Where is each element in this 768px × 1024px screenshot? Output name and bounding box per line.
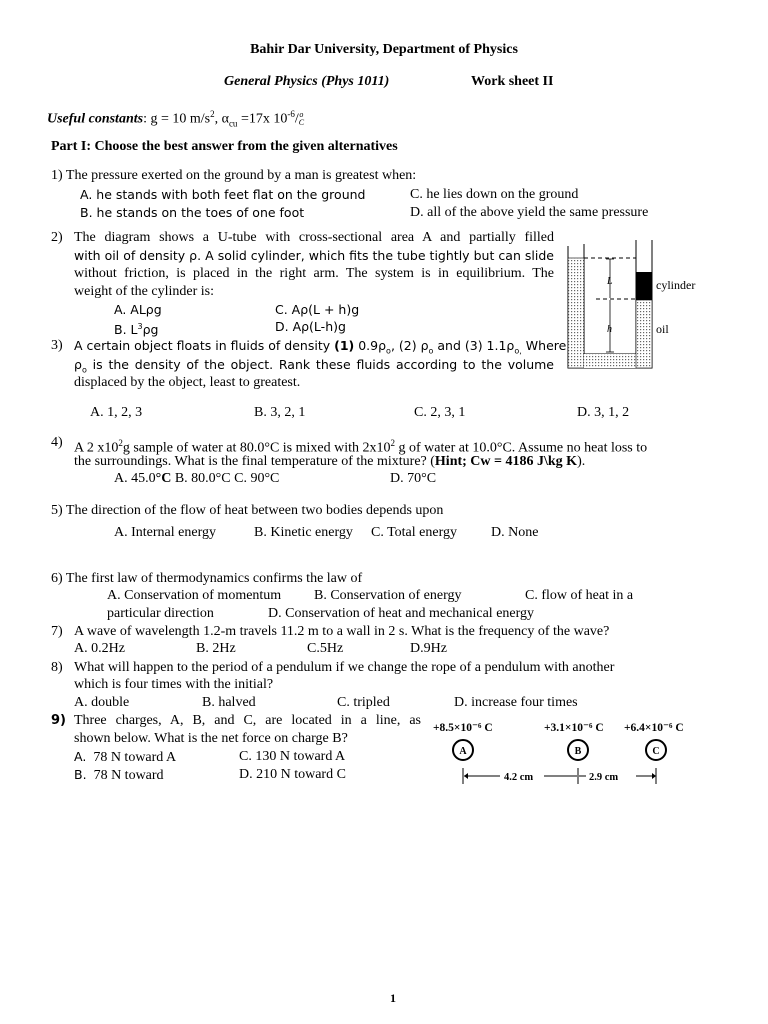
q3-line3: displaced by the object, least to greatest.: [74, 375, 301, 390]
q3-l1d-sub: o: [428, 346, 434, 356]
q8-line2: which is four times with the initial?: [74, 677, 274, 692]
q4-exp2: 2: [390, 438, 396, 448]
q3-l1b: (1): [334, 338, 355, 353]
label-h: h: [607, 324, 612, 335]
q9-b-letter: B.: [74, 767, 87, 782]
q1-option-a[interactable]: A. he stands with both feet flat on the ground: [80, 187, 366, 202]
label-oil: oil: [656, 322, 669, 336]
q7-option-b[interactable]: B. 2Hz: [196, 641, 236, 656]
distance-ab: 4.2 cm: [504, 772, 534, 783]
q7-option-a[interactable]: A. 0.2Hz: [74, 641, 125, 656]
q4-options-abc[interactable]: [114, 471, 279, 487]
q6-stem: 6) The first law of thermodynamics confirms the law of: [51, 571, 363, 586]
q9-b-text: 78 N toward: [93, 768, 164, 783]
q3-l1f: Where: [521, 338, 567, 353]
oil-right-arm: [636, 300, 652, 368]
q9-line1: Three charges, A, B, and C, are located in a line, as: [74, 713, 421, 728]
q4-option-a[interactable]: A. 45.0: [114, 471, 156, 486]
q3-l2a: ρ: [74, 357, 82, 372]
q8-option-c[interactable]: C. tripled: [337, 695, 390, 710]
charge-a-value: +8.5×10⁻⁶ C: [433, 722, 493, 734]
q3-l1c-sub: o: [386, 346, 391, 356]
q5-option-c[interactable]: C. Total energy: [371, 525, 457, 540]
q2-line3: without friction, is placed in the right arm. The system is in equilibrium. The: [74, 266, 554, 281]
charge-b-value: +3.1×10⁻⁶ C: [544, 722, 604, 734]
charge-c-label: C: [652, 746, 660, 757]
course-title: General Physics (Phys 1011): [224, 74, 390, 89]
q1-option-b[interactable]: B. he stands on the toes of one foot: [80, 205, 305, 220]
q7-number: 7): [51, 624, 63, 639]
q3-number: 3): [51, 338, 63, 353]
q2-b-pre: B. L: [114, 322, 138, 338]
q9-a-text: 78 N toward A: [93, 750, 177, 765]
q9-a-letter: A.: [74, 749, 87, 764]
q2-option-a[interactable]: A. ALρg: [114, 302, 162, 317]
q9-option-a[interactable]: [74, 749, 176, 766]
q4-a-unit: °C: [155, 471, 172, 486]
q6-option-b[interactable]: B. Conservation of energy: [314, 588, 462, 603]
q4-option-d[interactable]: D. 70°C: [390, 471, 437, 486]
q4-l1b: g sample of water at 80.0°C is mixed with 2x10: [122, 440, 391, 456]
cylinder-block: [636, 272, 652, 300]
charge-b-label: B: [574, 746, 582, 757]
q3-option-a[interactable]: A. 1, 2, 3: [90, 405, 143, 420]
q3-option-c[interactable]: C. 2, 3, 1: [414, 405, 466, 420]
q4-l1c: g of water at 10.0°C. Assume no heat loss to: [395, 440, 648, 456]
q8-option-d[interactable]: D. increase four times: [454, 695, 578, 710]
q3-l1e-sub: o,: [514, 346, 522, 356]
q4-exp1: 2: [118, 438, 123, 448]
q9-option-b[interactable]: [74, 767, 164, 784]
oil-bottom: [584, 354, 636, 368]
q2-option-c[interactable]: C. Aρ(L + h)g: [275, 302, 360, 317]
university-title: Bahir Dar University, Department of Physics: [250, 42, 518, 57]
constants-label: Useful constants: [47, 111, 144, 127]
distance-bc: 2.9 cm: [589, 772, 619, 783]
q4-hint: Hint; Cw = 4186 J\kg K: [434, 454, 578, 469]
unit-den: C: [298, 118, 305, 128]
q5-option-b[interactable]: B. Kinetic energy: [254, 525, 353, 540]
constant-alpha-val: =17x 10: [237, 111, 288, 127]
q4-l2b: ).: [577, 454, 586, 469]
q7-stem: A wave of wavelength 1.2-m travels 11.2 m to a wall in 2 s. What is the frequency of the wave?: [74, 624, 610, 639]
unit-num: o: [299, 110, 304, 120]
part1-title: Part I: Choose the best answer from the given alternatives: [51, 139, 398, 154]
q3-l1d: , (2) ρ: [390, 338, 429, 353]
q6-option-d[interactable]: D. Conservation of heat and mechanical energy: [268, 606, 535, 621]
q3-l1e: and (3) 1.1ρ: [433, 338, 515, 353]
q2-option-b[interactable]: [114, 319, 158, 338]
constant-alpha: , α: [214, 111, 229, 127]
constant-g-exp: 2: [210, 109, 215, 119]
q3-l1c: 0.9ρ: [354, 338, 387, 353]
q9-number: 9): [51, 713, 66, 728]
q5-option-a[interactable]: A. Internal energy: [114, 525, 216, 540]
q5-stem: 5) The direction of the flow of heat between two bodies depends upon: [51, 503, 444, 518]
q3-l1a: A certain object floats in fluids of density: [74, 338, 335, 353]
q7-option-c[interactable]: C.5Hz: [307, 641, 344, 656]
constant-alpha-unit: /: [294, 111, 299, 127]
q2-option-d[interactable]: D. Aρ(L-h)g: [275, 319, 346, 334]
q8-option-b[interactable]: B. halved: [202, 695, 256, 710]
q4-option-bc[interactable]: B. 80.0°C C. 90°C: [171, 471, 280, 486]
q6-option-c-cont: particular direction: [107, 606, 214, 621]
q6-option-c[interactable]: C. flow of heat in a: [525, 588, 634, 603]
q1-stem: 1) The pressure exerted on the ground by a man is greatest when:: [51, 168, 417, 183]
label-cylinder: cylinder: [656, 278, 696, 292]
q2-line2: with oil of density ρ. A solid cylinder, which fits the tube tightly but can slide: [74, 248, 554, 263]
u-tube-diagram: [562, 236, 712, 376]
q3-l2b: is the density of the object. Rank these fluids according to the volume: [86, 357, 554, 372]
q4-line2: [74, 454, 585, 470]
q7-option-d[interactable]: D.9Hz: [410, 641, 447, 656]
q5-option-d[interactable]: D. None: [491, 525, 539, 540]
q2-line1: The diagram shows a U-tube with cross-sectional area A and partially filled: [74, 230, 554, 245]
q3-option-d[interactable]: D. 3, 1, 2: [577, 405, 630, 420]
q8-number: 8): [51, 660, 63, 675]
constant-alpha-exp: -6: [287, 109, 295, 119]
q8-line1: What will happen to the period of a pendulum if we change the rope of a pendulum with another: [74, 660, 615, 675]
q9-option-c[interactable]: C. 130 N toward A: [239, 749, 346, 764]
q9-option-d[interactable]: D. 210 N toward C: [239, 767, 346, 782]
q1-option-c[interactable]: C. he lies down on the ground: [410, 187, 579, 202]
constant-alpha-sub: cu: [228, 118, 238, 129]
q4-number: 4): [51, 435, 63, 450]
label-L: L: [607, 276, 613, 287]
q3-l2-sub: o: [81, 365, 87, 375]
q2-b-exp: 3: [137, 322, 143, 331]
q1-option-d[interactable]: D. all of the above yield the same pressure: [410, 205, 649, 220]
q8-option-a[interactable]: A. double: [74, 695, 130, 710]
worksheet-title: Work sheet II: [471, 74, 554, 89]
oil-left-arm: [568, 258, 584, 368]
q3-option-b[interactable]: B. 3, 2, 1: [254, 405, 306, 420]
q2-number: 2): [51, 230, 63, 245]
q9-line2: shown below. What is the net force on charge B?: [74, 731, 348, 746]
q2-b-post: ρg: [142, 322, 159, 338]
q2-line4: weight of the cylinder is:: [74, 284, 214, 299]
charges-diagram: [428, 716, 708, 792]
constant-g: : g = 10 m/s: [143, 111, 211, 127]
q4-l2a: the surroundings. What is the final temperature of the mixture? (: [74, 454, 435, 469]
useful-constants: [47, 106, 304, 131]
page-number: 1: [390, 991, 396, 1005]
charge-c-value: +6.4×10⁻⁶ C: [624, 722, 684, 734]
q6-option-a[interactable]: A. Conservation of momentum: [107, 588, 282, 603]
charge-a-label: A: [459, 746, 467, 757]
q4-l1a: A 2 x10: [74, 440, 119, 456]
